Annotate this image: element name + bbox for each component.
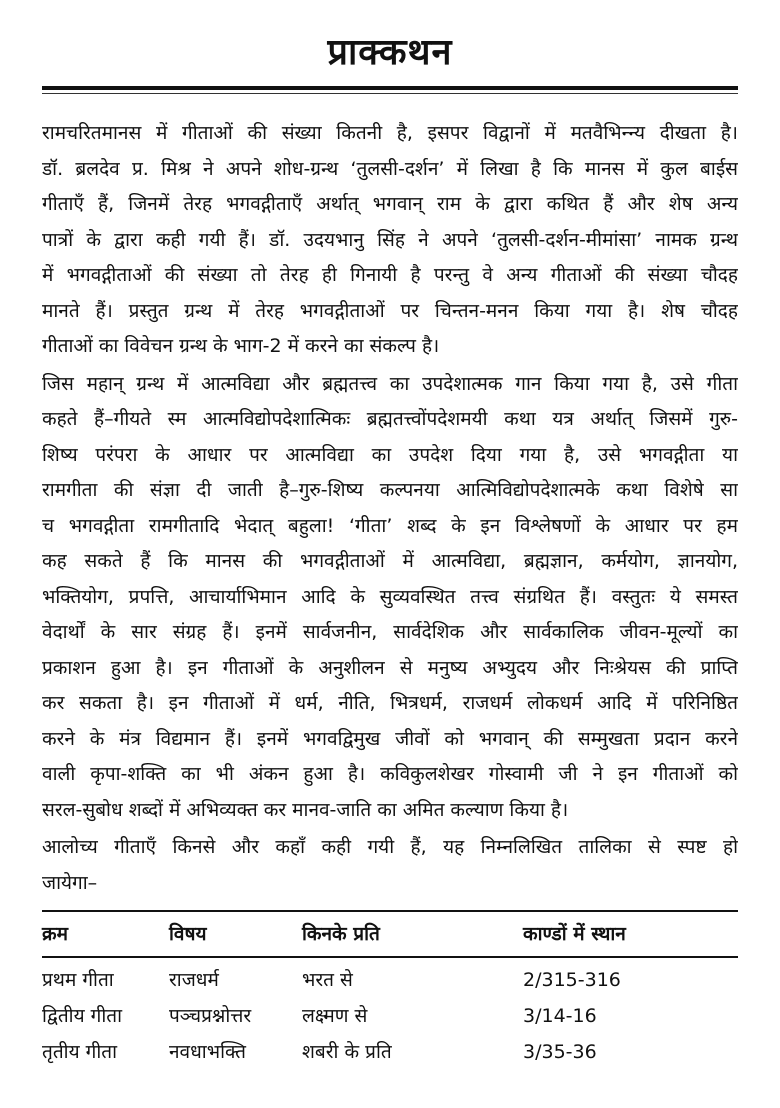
paragraph-line: भक्तियोग, प्रपत्ति, आचार्याभिमान आदि के सुव्यवस्थित तत्त्व संग्रथित हैं। वस्तुतः ये समस्त (42, 585, 738, 608)
gita-table (42, 910, 738, 1070)
table-row (42, 962, 738, 998)
title-rule-thick (42, 86, 738, 90)
cell-vishay: नवधाभक्ति (169, 1041, 247, 1063)
cell-kinke-prati: शबरी के प्रति (302, 1041, 392, 1063)
cell-kram: प्रथम गीता (42, 969, 114, 991)
paragraph (42, 116, 738, 365)
paragraph-line: कहते हैं–गीयते स्म आत्मविद्योपदेशात्मिकः ब्रह्मतत्त्वोंपदेशमयी कथा यत्र अर्थात् जिसमें गुरु- (42, 408, 738, 430)
paragraph-line: च भगवद्गीता रामगीतादि भेदात् बहुला! ‘गीता’ शब्द के इन विश्लेषणों के आधार पर हम (42, 514, 738, 537)
paragraph (42, 830, 738, 901)
paragraph-line: गीताएँ हैं, जिनमें तेरह भगवद्गीताएँ अर्थात् भगवान् राम के द्वारा कथित हैं और शेष अन्य (42, 193, 738, 215)
paragraph (42, 367, 738, 829)
header-kand-sthan: काण्डों में स्थान (523, 923, 626, 945)
cell-kram: द्वितीय गीता (42, 1005, 123, 1027)
paragraph-line: कर सकता है। इन गीताओं में धर्म, नीति, भित्रधर्म, राजधर्म लोकधर्म आदि में परिनिष्ठित (42, 692, 738, 714)
table-row (42, 1034, 738, 1070)
paragraph-line: प्रकाशन हुआ है। इन गीताओं के अनुशीलन से मनुष्य अभ्युदय और निःश्रेयस की प्राप्ति (42, 656, 738, 679)
cell-sthan: 2/315-316 (523, 969, 621, 991)
paragraph-line: मानते हैं। प्रस्तुत ग्रन्थ में तेरह भगवद्गीताओं पर चिन्तन-मनन किया गया है। शेष चौदह (42, 299, 738, 322)
paragraph-line: कह सकते हैं कि मानस की भगवद्गीताओं में आत्मविद्या, ब्रह्मज्ञान, कर्मयोग, ज्ञानयोग, (42, 550, 738, 572)
table-header-rule (42, 956, 738, 958)
paragraph-line: पात्रों के द्वारा कही गयी हैं। डॉ. उदयभानु सिंह ने अपने ‘तुलसी-दर्शन-मीमांसा’ नामक ग्रन्थ (42, 228, 738, 251)
paragraph-line: में भगवद्गीताओं की संख्या तो तेरह ही गिनायी है परन्तु वे अन्य गीताओं की संख्या चौदह (42, 264, 738, 286)
paragraph-line: गीताओं का विवेचन ग्रन्थ के भाग-2 में करने का संकल्प है। (42, 335, 440, 357)
page-title: प्राक्कथन (327, 32, 453, 73)
paragraph-line: शिष्य परंपरा के आधार पर आत्मविद्या का उपदेश दिया गया है, उसे भगवद्गीता या (42, 443, 738, 466)
paragraph-line: वाली कृपा-शक्ति का भी अंकन हुआ है। कविकुलशेखर गोस्वामी जी ने इन गीताओं को (42, 763, 738, 785)
paragraph-line: जायेगा– (42, 871, 98, 894)
body-text (42, 116, 738, 903)
header-kram: क्रम (42, 923, 68, 945)
header-kinke-prati: किनके प्रति (302, 923, 380, 945)
paragraph-line: जिस महान् ग्रन्थ में आत्मविद्या और ब्रह्मतत्त्व का उपदेशात्मक गान किया गया है, उसे गीता (42, 372, 738, 395)
paragraph-line: वेदार्थों के सार संग्रह हैं। इनमें सार्वजनीन, सार्वदेशिक और सार्वकालिक जीवन-मूल्यों का (42, 621, 738, 643)
title-rule-thin (42, 93, 738, 94)
paragraph-line: डॉ. ब्रलदेव प्र. मिश्र ने अपने शोध-ग्रन्थ ‘तुलसी-दर्शन’ में लिखा है कि मानस में कुल बाईस (42, 157, 738, 180)
cell-vishay: राजधर्म (169, 969, 219, 991)
cell-vishay: पञ्चप्रश्नोत्तर (169, 1005, 252, 1027)
cell-sthan: 3/14-16 (523, 1005, 597, 1027)
paragraph-line: रामगीता की संज्ञा दी जाती है–गुरु-शिष्य कल्पनया आत्मिविद्योपदेशात्मके कथा विशेषे सा (42, 479, 738, 501)
paragraph-line: आलोच्य गीताएँ किनसे और कहाँ कही गयी हैं, यह निम्नलिखित तालिका से स्पष्ट हो (42, 836, 738, 858)
table-row (42, 998, 738, 1034)
table-header-row (42, 912, 738, 956)
header-vishay: विषय (169, 923, 207, 945)
cell-kinke-prati: भरत से (302, 969, 353, 991)
cell-kram: तृतीय गीता (42, 1041, 118, 1063)
paragraph-line: रामचरितमानस में गीताओं की संख्या कितनी है, इसपर विद्वानों में मतवैभिन्न्य दीखता है। (42, 122, 738, 144)
paragraph-line: करने के मंत्र विद्यमान हैं। इनमें भगवद्विमुख जीवों को भगवान् की सम्मुखता प्रदान करने (42, 727, 738, 750)
cell-sthan: 3/35-36 (523, 1041, 597, 1063)
paragraph-line: सरल-सुबोध शब्दों में अभिव्यक्त कर मानव-जाति का अमित कल्याण किया है। (42, 798, 569, 821)
cell-kinke-prati: लक्ष्मण से (302, 1005, 368, 1027)
